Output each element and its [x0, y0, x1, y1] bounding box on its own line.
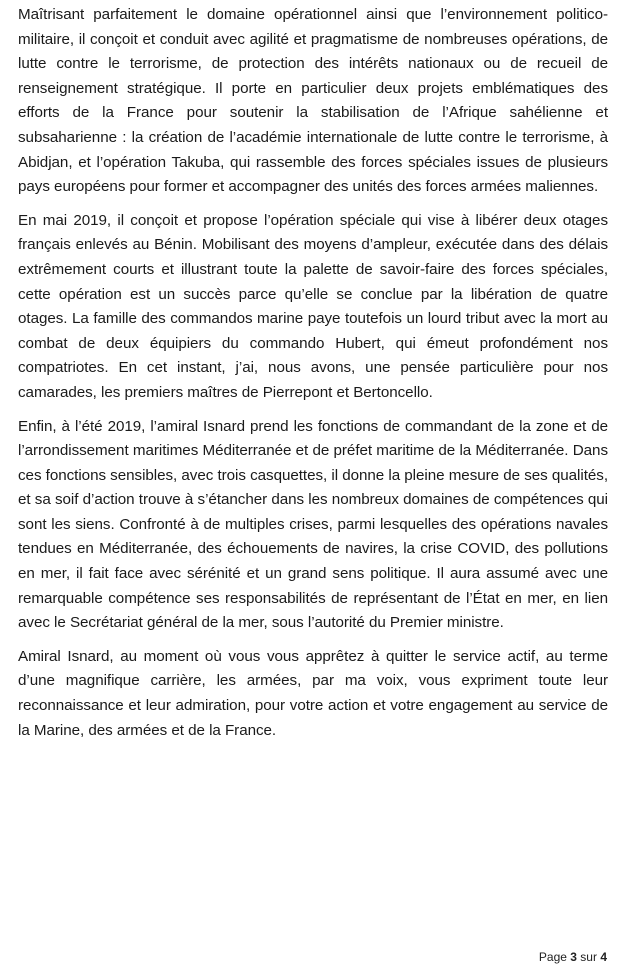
total-pages-number: 4 — [600, 950, 607, 964]
paragraph-operations: Maîtrisant parfaitement le domaine opérationnel ainsi que l’environnement politico-militaire, il conçoit et conduit avec agilité et pragmatisme de nombreuses opérations, de lutte contre le terrorisme, de protection des intérêts nationaux ou de recueil de renseignement stratégique. Il porte en particulier deux projets emblématiques des efforts de la France pour soutenir la stabilisation de l’Afrique sahélienne et subsaharienne : la création de l’académie internationale de lutte contre le terrorisme, à Abidjan, et l’opération Takuba, qui rassemble des forces spéciales issues de plusieurs pays européens pour former et accompagner des unités des forces armées maliennes. — [18, 6, 608, 196]
page-number-footer — [539, 949, 607, 965]
of-word: sur — [580, 950, 597, 964]
paragraph-prefet-maritime: Enfin, à l’été 2019, l’amiral Isnard prend les fonctions de commandant de la zone et de l’arrondissement maritimes Méditerranée et de préfet maritime de la Méditerranée. Dans ces fonctions sensibles, avec trois casquettes, il donne la pleine mesure de ses qualités, et sa soif d’action trouve à s’étancher dans les nombreux domaines de compétences qui sont les siens. Confronté à de multiples crises, parmi lesquelles des opérations navales tendues en Méditerranée, des échouements de navires, la crise COVID, des pollutions en mer, il fait face avec sérénité et un grand sens politique. Il aura assumé avec une remarquable compétence ses responsabilités de représentant de l’État en mer, en lien avec le Secrétariat général de la mer, sous l’autorité du Premier ministre. — [18, 417, 608, 632]
paragraph-conclusion: Amiral Isnard, au moment où vous vous apprêtez à quitter le service actif, au terme d’une magnifique carrière, les armées, par ma voix, vous expriment toute leur reconnaissance et leur admiration, pour votre action et votre engagement au service de la Marine, des armées et de la France. — [18, 647, 608, 739]
document-body — [18, 3, 608, 752]
current-page-number: 3 — [570, 950, 577, 964]
paragraph-benin-operation: En mai 2019, il conçoit et propose l’opération spéciale qui vise à libérer deux otages français enlevés au Bénin. Mobilisant des moyens d’ampleur, exécutée dans des délais extrêmement courts et illustrant toute la palette de savoir-faire des forces spéciales, cette opération est un succès parce qu’elle se conclue par la libération de quatre otages. La famille des commandos marine paye toutefois un lourd tribut avec la mort au combat de deux équipiers du commando Hubert, qui émeut profondément nos compatriotes. En cet instant, j’ai, nous avons, une pensée particulière pour nos camarades, les premiers maîtres de Pierrepont et Bertoncello. — [18, 211, 608, 401]
page-word: Page — [538, 950, 567, 964]
